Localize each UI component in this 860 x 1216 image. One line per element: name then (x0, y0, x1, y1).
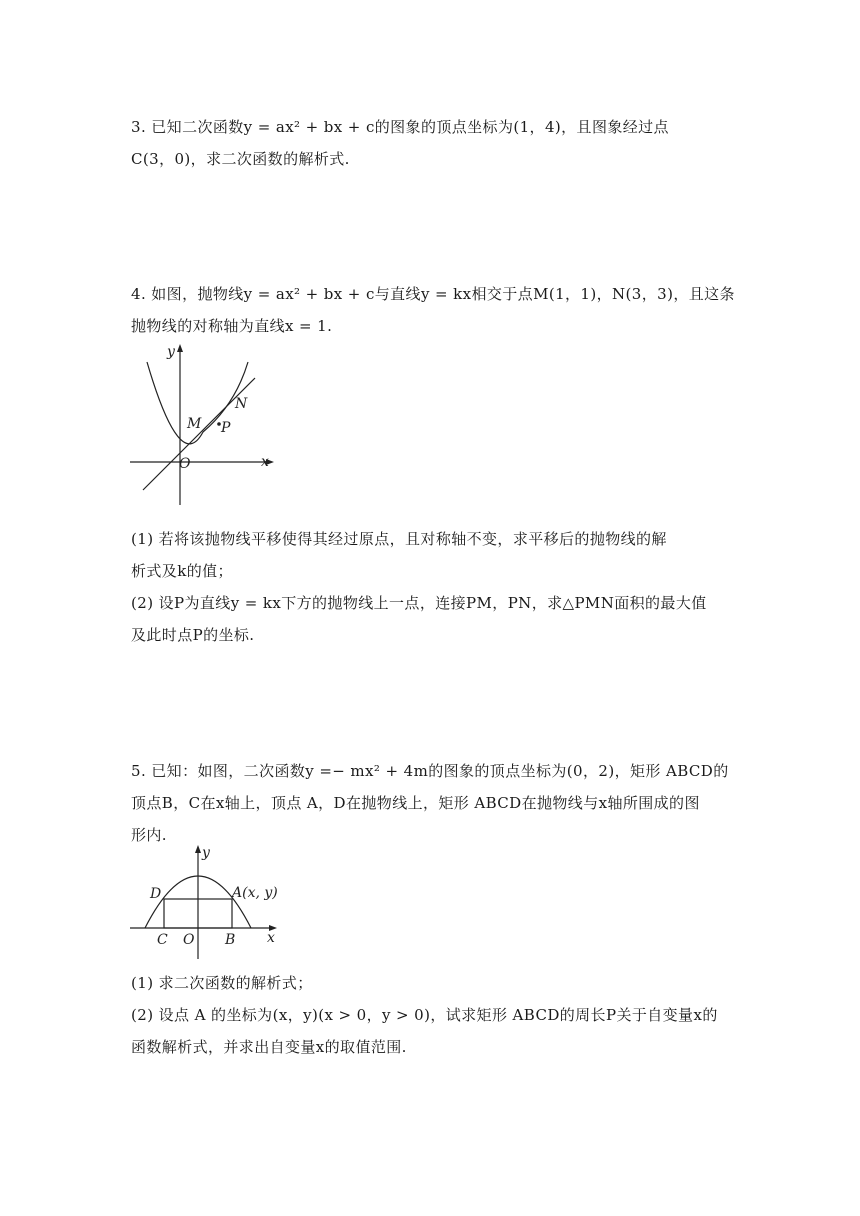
y-axis-arrow (177, 344, 183, 352)
line-y-kx (143, 378, 255, 490)
point-m-label: M (187, 416, 202, 432)
point-n-label: N (235, 396, 248, 412)
problem-5-line-2: 顶点B，C在x轴上，顶点 A，D在抛物线上，矩形 ABCD在抛物线与x轴所围成的图 (131, 794, 700, 812)
x-axis-label: x (267, 930, 275, 946)
problem-3-line-2: C(3，0)，求二次函数的解析式. (131, 150, 350, 168)
problem-5-q1-line-1: (1) 求二次函数的解析式； (131, 974, 313, 992)
problem-4-line-2: 抛物线的对称轴为直线x = 1. (131, 317, 333, 335)
y-axis-label: y (167, 344, 175, 360)
problem-5-figure (125, 843, 290, 961)
point-d-label: D (150, 886, 162, 902)
point-c-label: C (157, 932, 168, 948)
point-a-label: A(x, y) (232, 885, 278, 901)
problem-4-q2-line-1: (2) 设P为直线y = kx下方的抛物线上一点，连接PM，PN，求△PMN面积的最大值 (131, 594, 707, 612)
problem-5-q2-line-1: (2) 设点 A 的坐标为(x，y)(x > 0，y > 0)，试求矩形 ABCD的周长P关于自变量x的 (131, 1006, 718, 1024)
problem-4-q1-line-1: (1) 若将该抛物线平移使得其经过原点，且对称轴不变，求平移后的抛物线的解 (131, 530, 667, 548)
problem-5-q2-line-2: 函数解析式，并求出自变量x的取值范围. (131, 1038, 407, 1056)
origin-label: O (179, 456, 191, 472)
x-axis-label: x (261, 454, 269, 470)
problem-4-figure (125, 340, 285, 510)
y-axis-arrow (195, 845, 201, 853)
problem-4-q1-line-2: 析式及k的值； (131, 562, 233, 580)
point-b-label: B (225, 932, 236, 948)
problem-4-q2-line-2: 及此时点P的坐标. (131, 626, 255, 644)
point-p-label: P (221, 420, 231, 436)
origin-label: O (183, 932, 195, 948)
y-axis-label: y (202, 845, 210, 861)
problem-3-line-1: 3. 已知二次函数y = ax² + bx + c的图象的顶点坐标为(1，4)，且图象经过点 (131, 118, 669, 136)
problem-5-line-3: 形内. (131, 826, 167, 844)
problem-4-line-1: 4. 如图，抛物线y = ax² + bx + c与直线y = kx相交于点M(1，1)，N(3，3)，且这条 (131, 285, 735, 303)
problem-5-line-1: 5. 已知：如图，二次函数y =− mx² + 4m的图象的顶点坐标为(0，2)，矩形 ABCD的 (131, 762, 729, 780)
